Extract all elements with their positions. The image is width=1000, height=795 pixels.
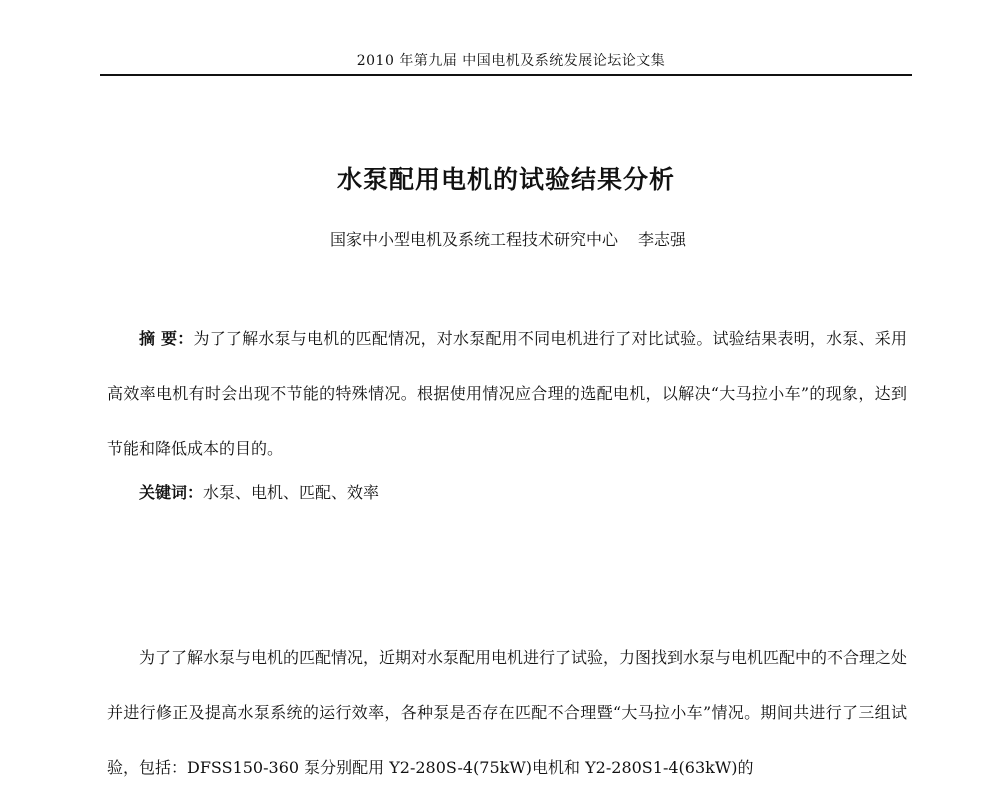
- body-paragraph: 为了了解水泵与电机的匹配情况，近期对水泵配用电机进行了试验，力图找到水泵与电机匹配中的不合理之处并进行修正及提高水泵系统的运行效率，各种泵是否存在匹配不合理暨“大马拉小车”情况。期间共进行了三组试验，包括：DFSS150-360 泵分别配用 Y2-280S-4(75kW)电机和 Y2-280S1-4(63kW)的: [107, 648, 908, 777]
- header-rule: [100, 74, 912, 76]
- affiliation: 国家中小型电机及系统工程技术研究中心: [329, 230, 618, 249]
- author-name: 李志强: [638, 230, 687, 249]
- keywords-text: 水泵、电机、匹配、效率: [203, 483, 380, 502]
- paper-title: 水泵配用电机的试验结果分析: [336, 165, 675, 194]
- abstract-text: 为了了解水泵与电机的匹配情况，对水泵配用不同电机进行了对比试验。试验结果表明，水泵、采用高效率电机有时会出现不节能的特殊情况。根据使用情况应合理的选配电机，以解决“大马拉小车”的现象，达到节能和降低成本的目的。: [107, 329, 907, 458]
- keywords-label: 关键词：: [139, 483, 204, 502]
- abstract: [107, 311, 907, 476]
- abstract-label: 摘 要：: [139, 329, 194, 348]
- keywords: [139, 480, 379, 503]
- running-header: 2010 年第九届 中国电机及系统发展论坛论文集: [356, 53, 666, 69]
- author-line: [0, 227, 1000, 250]
